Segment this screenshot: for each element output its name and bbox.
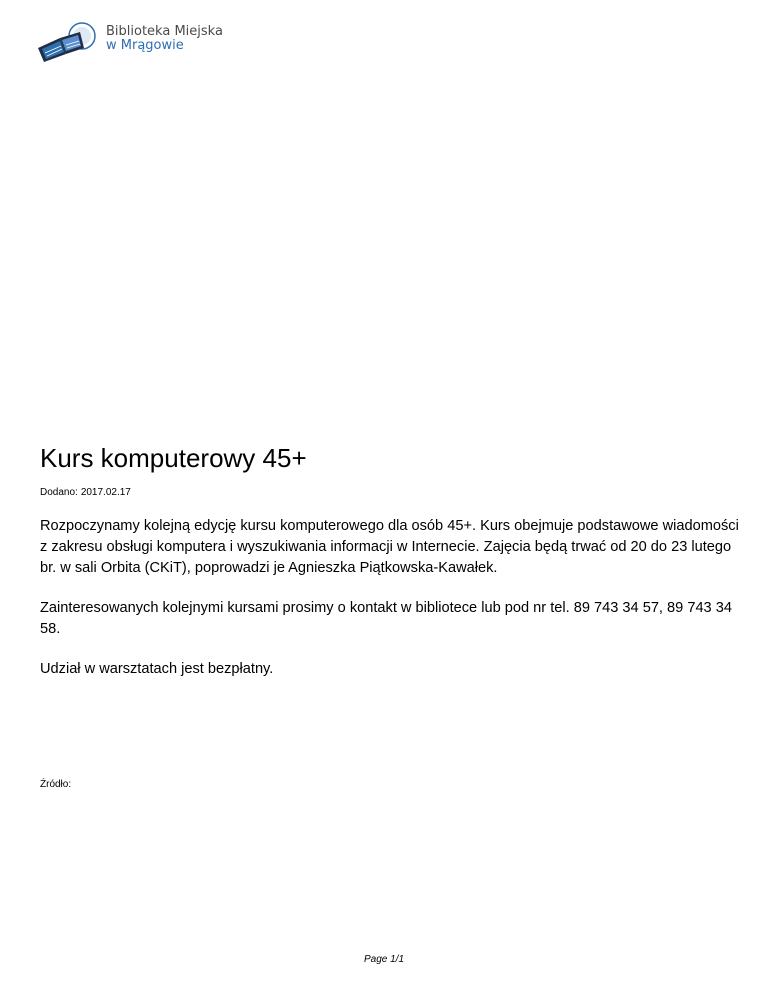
logo-wordmark xyxy=(106,25,223,53)
open-book-logo-icon xyxy=(36,18,104,64)
article-paragraph: Udział w warsztatach jest bezpłatny. xyxy=(40,661,274,677)
date-value: 2017.02.17 xyxy=(80,487,131,498)
article-title: Kurs komputerowy 45+ xyxy=(40,443,307,473)
page-number: Page 1/1 xyxy=(363,954,405,965)
article-paragraph: Rozpoczynamy kolejną edycję kursu komputerowego dla osób 45+. Kurs obejmuje podstawowe wiadomości z zakresu obsługi komputera i wyszukiwania informacji w Internecie. Zajęcia będą trwać od 20 do 23 lutego br. w sali Orbita (CKiT), poprowadzi je Agnieszka Piątkowska-Kawałek. xyxy=(40,518,739,576)
article-date xyxy=(40,486,131,500)
source-label: Źródło: xyxy=(40,779,72,790)
library-logo[interactable] xyxy=(36,18,236,64)
date-label: Dodano: xyxy=(40,487,78,498)
article-paragraph: Zainteresowanych kolejnymi kursami prosimy o kontakt w bibliotece lub pod nr tel. 89 743 34 57, 89 743 34 58. xyxy=(40,600,732,637)
logo-city-line: w Mrągowie xyxy=(106,38,184,53)
logo-name-line: Biblioteka Miejska xyxy=(106,24,223,39)
